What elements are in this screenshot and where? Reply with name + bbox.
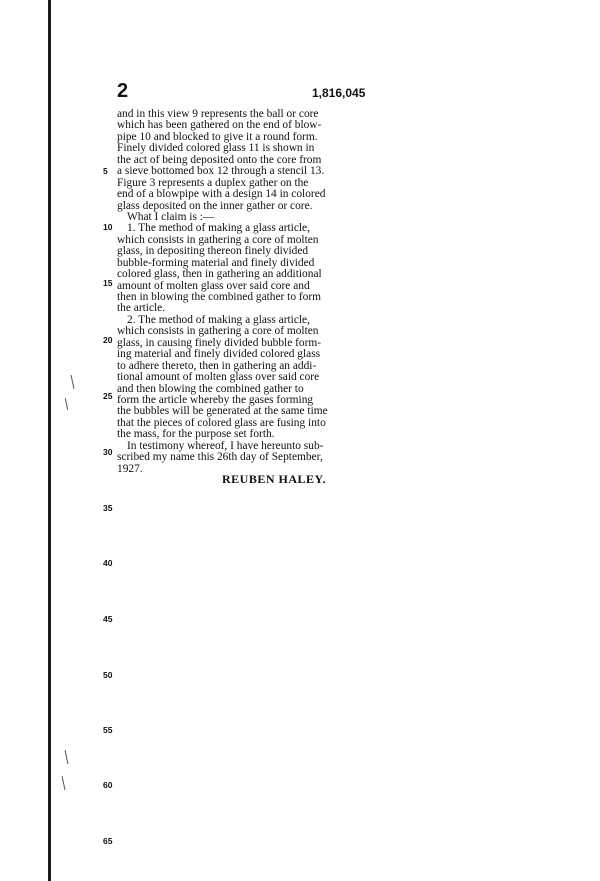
text-line: form the article whereby the gases forming: [117, 393, 314, 406]
line-number: 15: [103, 278, 113, 288]
text-line: and in this view 9 represents the ball or core: [117, 108, 319, 120]
claim-2-start: 2. The method of making a glass article,: [127, 313, 310, 326]
line-number: 65: [103, 836, 113, 846]
line-number: 10: [103, 222, 113, 232]
scan-mark: [65, 750, 69, 764]
text-line: bubble-forming material and finely divided: [117, 256, 315, 269]
line-number: 40: [103, 558, 113, 568]
text-line: the bubbles will be generated at the same time: [117, 405, 328, 418]
text-line: which has been gathered on the end of blow-: [117, 119, 322, 132]
patent-number: 1,816,045: [312, 86, 366, 100]
line-number: 45: [103, 614, 113, 624]
scan-border: [48, 0, 51, 881]
scan-mark: [65, 398, 68, 410]
line-number: 20: [103, 335, 113, 345]
text-line: Figure 3 represents a duplex gather on the: [117, 176, 309, 189]
text-line: 1927.: [117, 462, 143, 475]
text-line: amount of molten glass over said core and: [117, 279, 310, 292]
text-line: the mass, for the purpose set forth.: [117, 428, 275, 441]
text-column: [117, 109, 339, 475]
text-line: and then blowing the combined gather to: [117, 382, 304, 395]
claim-1-start: 1. The method of making a glass article,: [127, 222, 310, 235]
text-line: glass deposited on the inner gather or core.: [117, 199, 313, 212]
text-line: glass, in depositing thereon finely divided: [117, 245, 309, 258]
line-number: 25: [103, 391, 113, 401]
text-line: a sieve bottomed box 12 through a stencil 13.: [117, 165, 325, 178]
text-line: tional amount of molten glass over said core: [117, 371, 320, 384]
inventor-signature: REUBEN HALEY.: [222, 472, 327, 486]
line-number: 35: [103, 503, 113, 513]
scan-mark: [71, 375, 75, 389]
text-line: which consists in gathering a core of molten: [117, 325, 319, 338]
text-line: scribed my name this 26th day of September,: [117, 451, 323, 464]
line-number: 50: [103, 670, 113, 680]
line-number: 60: [103, 780, 113, 790]
scan-mark: [62, 776, 66, 790]
text-line: which consists in gathering a core of molten: [117, 233, 319, 246]
claims-intro: What I claim is :—: [127, 210, 215, 223]
text-line: the article.: [117, 302, 166, 315]
text-line: to adhere thereto, then in gathering an addi-: [117, 359, 317, 372]
page-number: 2: [117, 80, 129, 102]
text-line: then in blowing the combined gather to form: [117, 291, 322, 303]
text-line: the act of being deposited onto the core from: [117, 153, 322, 166]
line-number: 30: [103, 447, 113, 457]
text-line: end of a blowpipe with a design 14 in colored: [117, 188, 326, 201]
text-line: colored glass, then in gathering an additional: [117, 268, 322, 281]
text-line: pipe 10 and blocked to give it a round form.: [117, 130, 318, 143]
text-line: Finely divided colored glass 11 is shown in: [117, 142, 315, 155]
text-line: glass, in causing finely divided bubble form-: [117, 336, 322, 349]
text-line: that the pieces of colored glass are fusing into: [117, 416, 326, 429]
line-number: 55: [103, 725, 113, 735]
line-number: 5: [103, 166, 108, 176]
text-line: ing material and finely divided colored glass: [117, 348, 321, 361]
testimony-line: In testimony whereof, I have hereunto sub-: [127, 439, 324, 452]
